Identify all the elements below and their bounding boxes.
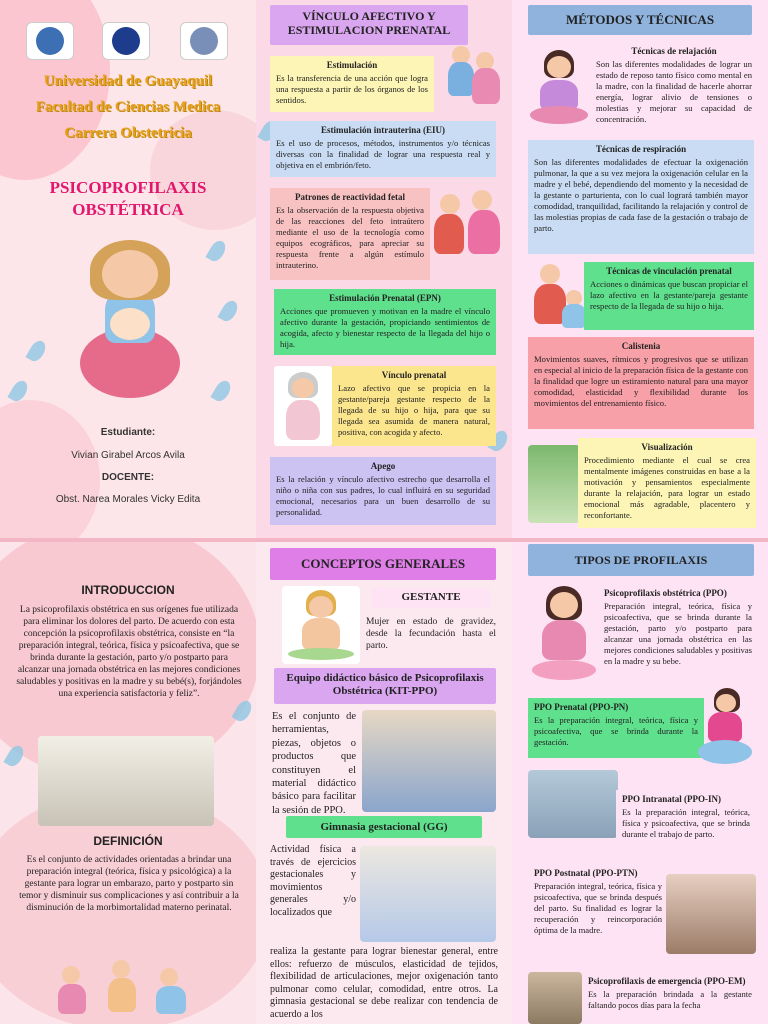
concept-box-eiu [270, 121, 496, 177]
methods-panel [512, 0, 768, 540]
gg-text-narrow: Actividad física a través de ejercicios gestacionales y movimientos generales y/o localizados que [270, 844, 356, 918]
pregnant-woman-illustration [282, 586, 360, 664]
methods-header: MÉTODOS Y TÉCNICAS [528, 5, 752, 35]
kit-ppo-photo [362, 710, 496, 812]
box-title: Apego [370, 461, 396, 471]
kit-title: Equipo didáctico básico de Psicoprofilaxis Obstétrica (KIT-PPO) [274, 668, 496, 704]
concept-box-apego [270, 457, 496, 525]
woman-ball-illustration [688, 686, 758, 768]
box-title: PPO Postnatal (PPO-PTN) [534, 868, 638, 878]
university-name: Universidad de Guayaquil [43, 73, 213, 89]
box-title: Psicoprofilaxis obstétrica (PPO) [604, 588, 727, 598]
box-text: Es la preparación brindada a la gestante faltando pocos días para la fecha [588, 989, 752, 1010]
box-title: Visualización [641, 442, 693, 452]
university-logo [26, 22, 74, 60]
student-name: Vivian Girabel Arcos Avila [71, 450, 185, 461]
box-text: Es la relación y vínculo afectivo estrecho que desarrolla el niño o niña con sus padres, lo cual influirá en su seguridad emocional, necesarios para un buen desarrollo de su personalidad. [276, 474, 490, 517]
box-title: Estimulación intrauterina (EIU) [320, 125, 445, 135]
box-title: PPO Prenatal (PPO-PN) [534, 702, 629, 712]
intro-panel [0, 540, 256, 1024]
box-text: Es la preparación integral, teórica, física y psicoafectiva, que se brinda durante el trabajo de parto. [622, 807, 750, 839]
leaf-decor [25, 338, 48, 364]
postnatal-exercise-photo [666, 874, 756, 954]
leaf-decor [217, 298, 240, 324]
method-box-calistenia [528, 337, 754, 429]
type-box-ppo [598, 584, 758, 688]
box-text: Movimientos suaves, rítmicos y progresivos que se utilizan en especial al inicio de la preparación física de la gestante con la finalidad que logre un estiramiento natural para una mayor comodidad, elasticidad y flexibilidad durante los movimientos del entrenamiento físico. [534, 354, 748, 408]
cover-title: PSICOPROFILAXIS OBSTÉTRICA [49, 178, 207, 219]
gym-class-photo [360, 846, 496, 942]
type-box-ppo-ptn [528, 864, 668, 968]
type-box-ppo-pn [528, 698, 704, 758]
teacher-name: Obst. Narea Morales Vicky Edita [55, 494, 201, 505]
box-title: Calistenia [621, 341, 661, 351]
box-title: PPO Intranatal (PPO-IN) [622, 794, 721, 804]
mother-baby-illustration [274, 366, 332, 446]
career-logo [180, 22, 228, 60]
box-title: Estimulación Prenatal (EPN) [329, 293, 441, 303]
prenatal-bond-panel [256, 0, 512, 540]
concept-box-reactividad [270, 188, 430, 280]
delivery-room-photo [528, 770, 618, 838]
method-box-vinculacion [584, 262, 754, 330]
decor-blob [0, 400, 100, 540]
concepts-header: CONCEPTOS GENERALES [270, 548, 496, 580]
box-text: Es la observación de la respuesta objetiva de las reacciones del feto intraútero mediante el uso de la tecnología como equipos ecográficos, para apreciar su respuesta frente a algún estímulo intrauterino. [276, 205, 424, 270]
box-text: Son las diferentes modalidades de lograr un estado de reposo tanto físico como mental en la madre, con la finalidad de hacerle ahorrar energía, lograr alivio de tensiones o molestias y mejorar su capacidad de concentración. [596, 59, 752, 124]
couple-illustration [446, 42, 504, 114]
pregnant-woman-ball-illustration [60, 228, 200, 418]
box-title: Técnicas de relajación [631, 46, 717, 56]
leaf-decor [210, 378, 233, 404]
visualization-photo [528, 445, 580, 523]
method-box-respiracion [528, 140, 754, 254]
box-text: Acciones o dinámicas que buscan propiciar el lazo afectivo en la gestante/pareja gestante respecto de la llegada de su hijo o hija. [590, 279, 748, 311]
box-text: Acciones que promueven y motivan en la madre el vínculo afectivo durante la gestación, propiciando sentimientos de acogida, afecto y bienestar respecto de la llegada del hijo o hija. [280, 306, 490, 349]
cover-panel [0, 0, 256, 540]
gg-title: Gimnasia gestacional (GG) [286, 816, 482, 838]
concept-box-estimulacion [270, 56, 434, 112]
box-title: Técnicas de vinculación prenatal [606, 266, 732, 276]
career-name: Carrera Obstetricia [64, 125, 192, 141]
prophylaxis-types-panel [512, 540, 768, 1024]
kit-text: Es el conjunto de herramientas, piezas, objetos o productos que constituyen el material didáctico básico para facilitar la sesión de PPO. [272, 711, 356, 816]
gestante-title: GESTANTE [372, 588, 490, 608]
types-header: TIPOS DE PROFILAXIS [528, 544, 754, 576]
class-group-photo [38, 736, 214, 826]
method-box-visualizacion [578, 438, 756, 528]
box-title: Vínculo prenatal [381, 370, 447, 380]
type-box-ppo-in [616, 790, 756, 854]
concept-box-epn [274, 289, 496, 355]
method-box-relajacion [590, 42, 758, 132]
faculty-logo [102, 22, 150, 60]
gestante-text: Mujer en estado de gravidez, desde la fecundación hasta el parto. [366, 617, 496, 651]
intro-text: La psicoprofilaxis obstétrica en sus orígenes fue utilizada para eliminar los dolores del parto. De acuerdo con esta concepción la psicoprofilaxis obstétrica, consiste en “la preparación integral, teórica, física y psicoafectiva, que se brinda durante la gestación, parto y/o postparto para alcanzar una jornada obstétrica en las mejores condiciones saludables y positivas en la madre y su bebé(s), forjándoles una experiencia satisfactoria y feliz”. [16, 605, 242, 699]
emergency-photo [528, 972, 582, 1024]
concept-box-vinculo [332, 366, 496, 446]
concepts-panel [256, 540, 512, 1024]
definition-title: DEFINICIÓN [93, 834, 163, 848]
gg-text-wide: realiza la gestante para lograr bienestar general, entre ellos: refuerzo de músculos, elasticidad de tejidos, flexibilidad de articulaciones, mejor oxigenación tanto pulmonar como celular, comodidad, entre otros. La gimnasia gestacional se debe realizar con tendencia de acuerdo a los [270, 946, 498, 1020]
type-box-ppo-em [582, 972, 758, 1024]
intro-title: INTRODUCCION [81, 583, 175, 597]
box-text: Procedimiento mediante el cual se crea mentalmente imágenes construidas en base a la motivación y pensamientos especialmente durante la relajación, para lograr un estado emocional más agradable, placentero y reconfortante. [584, 455, 750, 520]
box-title: Patrones de reactividad fetal [295, 192, 405, 202]
fold-divider [0, 538, 768, 542]
definition-text: Es el conjunto de actividades orientadas a brindar una preparación integral (teórica, física y psicológica) a la gestante para lograr un embarazo, parto y postparto sin temor y disminuir sus complicaciones y así contribuir a la disminución de la morbimortalidad materno perinatal. [19, 855, 239, 913]
box-text: Lazo afectivo que se propicia en la gestante/pareja gestante respecto de la llegada de su hijo o hija, para que su llegada sea asumida de manera natural, positiva, con acogida y afecto. [338, 383, 490, 437]
exercise-group-illustration [56, 960, 196, 1024]
couple-listening-illustration [432, 188, 506, 280]
box-text: Es el uso de procesos, métodos, instrumentos y/o técnicas diversas con la finalidad de lograr una respuesta real y objetiva en el embrión/feto. [276, 138, 490, 170]
box-title: Psicoprofilaxis de emergencia (PPO-EM) [588, 976, 746, 986]
box-text: Es la preparación integral, teórica, física y psicoafectiva, que se brinda durante la gestación. [534, 715, 698, 747]
box-text: Es la transferencia de una acción que logra una respuesta a partir de los órganos de los sentidos. [276, 73, 428, 105]
meditation-illustration [526, 46, 592, 130]
box-text: Son las diferentes modalidades de efectuar la oxigenación pulmonar, la que a su vez mejora la oxigenación celular en la madre y el bebé, dependiendo del momento y la necesidad de la gestante o parturienta, con lo cual logrará también mayor comodidad, tranquilidad, facilitando la relajación y control de las molestias propias de cada fase de la gestación o trabajo de parto. [534, 157, 748, 233]
faculty-name: Facultad de Ciencias Medica [35, 99, 221, 115]
prenatal-bond-header: VÍNCULO AFECTIVO Y ESTIMULACION PRENATAL [270, 5, 468, 45]
box-title: Estimulación [326, 60, 378, 70]
box-text: Preparación integral, teórica, física y psicoafectiva, que se brinda durante la gestación, parto y/o postparto para alcanzar una jornada obstétrica en las mejores condiciones saludables y positivas en la madre y su bebe. [604, 601, 752, 666]
student-label: Estudiante: [100, 427, 156, 438]
mother-child-illustration [528, 262, 590, 332]
box-text: Preparación integral, teórica, física y psicoafectiva, que se brinda después del parto. Su finalidad es lograr la recuperación y reincorporación óptima de la madre. [534, 881, 662, 935]
leaf-decor [205, 238, 228, 264]
box-title: Técnicas de respiración [595, 144, 687, 154]
teacher-label: DOCENTE: [101, 472, 155, 483]
pregnant-heart-illustration [528, 584, 600, 684]
